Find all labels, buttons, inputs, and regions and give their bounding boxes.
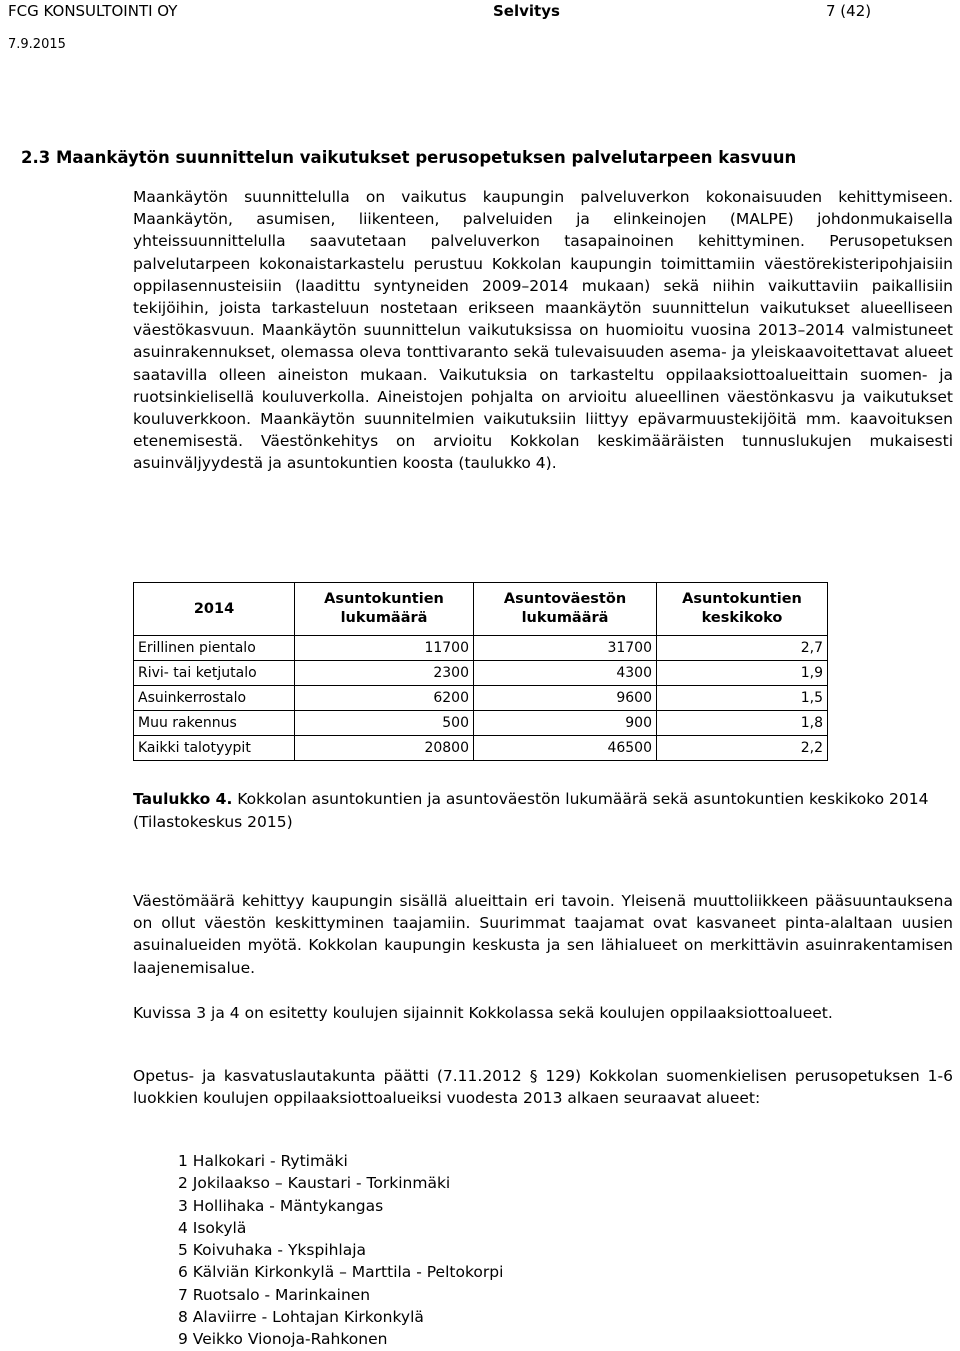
avg-size-value: 1,9 (657, 661, 828, 686)
table-header-row (134, 583, 828, 636)
page-header (0, 0, 960, 56)
table-header-households: Asuntokuntien lukumäärä (295, 583, 474, 636)
households-value: 11700 (295, 636, 474, 661)
row-label: Erillinen pientalo (134, 636, 295, 661)
household-table (133, 582, 828, 761)
row-label: Asuinkerrostalo (134, 686, 295, 711)
population-value: 9600 (474, 686, 657, 711)
households-value: 20800 (295, 736, 474, 761)
avg-size-value: 2,2 (657, 736, 828, 761)
population-value: 46500 (474, 736, 657, 761)
list-item: 3 Hollihaka - Mäntykangas (178, 1196, 384, 1215)
row-label: Kaikki talotyypit (134, 736, 295, 761)
intro-block (133, 186, 953, 475)
list-item: 8 Alaviirre - Lohtajan Kirkonkylä (178, 1308, 424, 1327)
catchment-area-list (178, 1150, 503, 1351)
caption-text: Kokkolan asuntokuntien ja asuntoväestön lukumäärä sekä asuntokuntien keskikoko 2014 (Tilastokeskus 2015) (133, 790, 929, 831)
households-value: 2300 (295, 661, 474, 686)
decision-paragraph: Opetus- ja kasvatuslautakunta päätti (7.11.2012 § 129) Kokkolan suomenkielisen perusopetuksen 1-6 luokkien koulujen oppilaaksiottoalueiksi vuodesta 2013 alkaen seuraavat alueet: (133, 1067, 953, 1108)
table-row (134, 686, 828, 711)
caption-label: Taulukko 4. (133, 790, 233, 808)
document-date: 7.9.2015 (8, 37, 66, 52)
table-header-year: 2014 (134, 583, 295, 636)
section-heading: 2.3 Maankäytön suunnittelun vaikutukset perusopetuksen palvelutarpeen kasvuun (21, 148, 797, 167)
list-item: 2 Jokilaakso – Kaustari - Torkinmäki (178, 1174, 451, 1193)
table-row (134, 711, 828, 736)
avg-size-value: 1,8 (657, 711, 828, 736)
row-label: Muu rakennus (134, 711, 295, 736)
row-label: Rivi- tai ketjutalo (134, 661, 295, 686)
company-name: FCG KONSULTOINTI OY (8, 2, 178, 20)
intro-paragraph: Maankäytön suunnittelulla on vaikutus kaupungin palveluverkon kokonaisuuden kehittymiseen. Maankäytön, asumisen, liikenteen, palveluiden ja elinkeinojen (MALPE) johdonmukaisella yhteissuunnittelulla saavutetaan palveluverkon tasapainoinen kehittyminen. Perusopetuksen palvelutarpeen kokonaistarkastelu perustuu Kokkolan kaupungin toimittamiin väestörekisteripohjaisiin oppilasennusteisiin (laadittu syntyneiden 2009–2014 mukaan) sekä niihin vaikuttaviin paikallisiin tekijöihin, joista tarkasteluun nostetaan erikseen maankäytön suunnittelun vaikutukset alueelliseen väestökasvuun. Maankäytön suunnittelun vaikutuksissa on huomioitu vuosina 2013–2014 valmistuneet asuinrakennukset, olemassa oleva tonttivaranto sekä tulevaisuuden asema- ja yleiskaavoitettavat alueet saatavilla olleen aineiston mukaan. Vaikutuksia on tarkasteltu oppilaaksiottoalueittain suomen- ja ruotsinkielisellä kouluverkolla. Aineistojen pohjalta on arvioitu alueellinen väestönkasvu ja vaikutukset kouluverkkoon. Maankäytön suunnitelmien vaikutuksiin liittyy epävarmuustekijöitä mm. kaavoituksen etenemisestä. Väestönkehitys on arvioitu Kokkolan keskimääräisten tunnuslukujen mukaisesti asuinväljyydestä ja asuntokuntien koosta (taulukko 4). (133, 188, 953, 473)
households-value: 6200 (295, 686, 474, 711)
paragraph-block-3 (133, 1065, 953, 1109)
table-row (134, 636, 828, 661)
table-header-population: Asuntoväestön lukumäärä (474, 583, 657, 636)
paragraph-block-1 (133, 890, 953, 979)
avg-size-value: 1,5 (657, 686, 828, 711)
list-item: 1 Halkokari - Rytimäki (178, 1152, 348, 1170)
population-value: 31700 (474, 636, 657, 661)
document-title: Selvitys (493, 2, 560, 20)
population-value: 900 (474, 711, 657, 736)
table-header-avg-size: Asuntokuntien keskikoko (657, 583, 828, 636)
list-item: 5 Koivuhaka - Ykspihlaja (178, 1241, 367, 1260)
table-caption (133, 788, 953, 833)
list-item: 4 Isokylä (178, 1218, 247, 1237)
list-item: 9 Veikko Vionoja-Rahkonen (178, 1330, 388, 1349)
list-item: 7 Ruotsalo - Marinkainen (178, 1285, 371, 1304)
households-value: 500 (295, 711, 474, 736)
maps-paragraph: Kuvissa 3 ja 4 on esitetty koulujen sijainnit Kokkolassa sekä koulujen oppilaaksiottoalueet. (133, 1004, 833, 1022)
population-value: 4300 (474, 661, 657, 686)
table-row (134, 736, 828, 761)
list-item: 6 Kälviän Kirkonkylä – Marttila - Peltokorpi (178, 1263, 504, 1282)
table-row (134, 661, 828, 686)
page-number: 7 (42) (826, 2, 872, 20)
paragraph-block-2 (133, 1002, 953, 1024)
avg-size-value: 2,7 (657, 636, 828, 661)
population-paragraph: Väestömäärä kehittyy kaupungin sisällä alueittain eri tavoin. Yleisenä muuttoliikkeen pääsuuntauksena on ollut väestön keskittyminen taajamiin. Suurimmat taajamat ovat kasvaneet pinta-alaltaan uusien asuinalueiden myötä. Kokkolan kaupungin keskusta ja sen lähialueet on merkittävin asuinrakentamisen laajenemisalue. (133, 892, 953, 977)
